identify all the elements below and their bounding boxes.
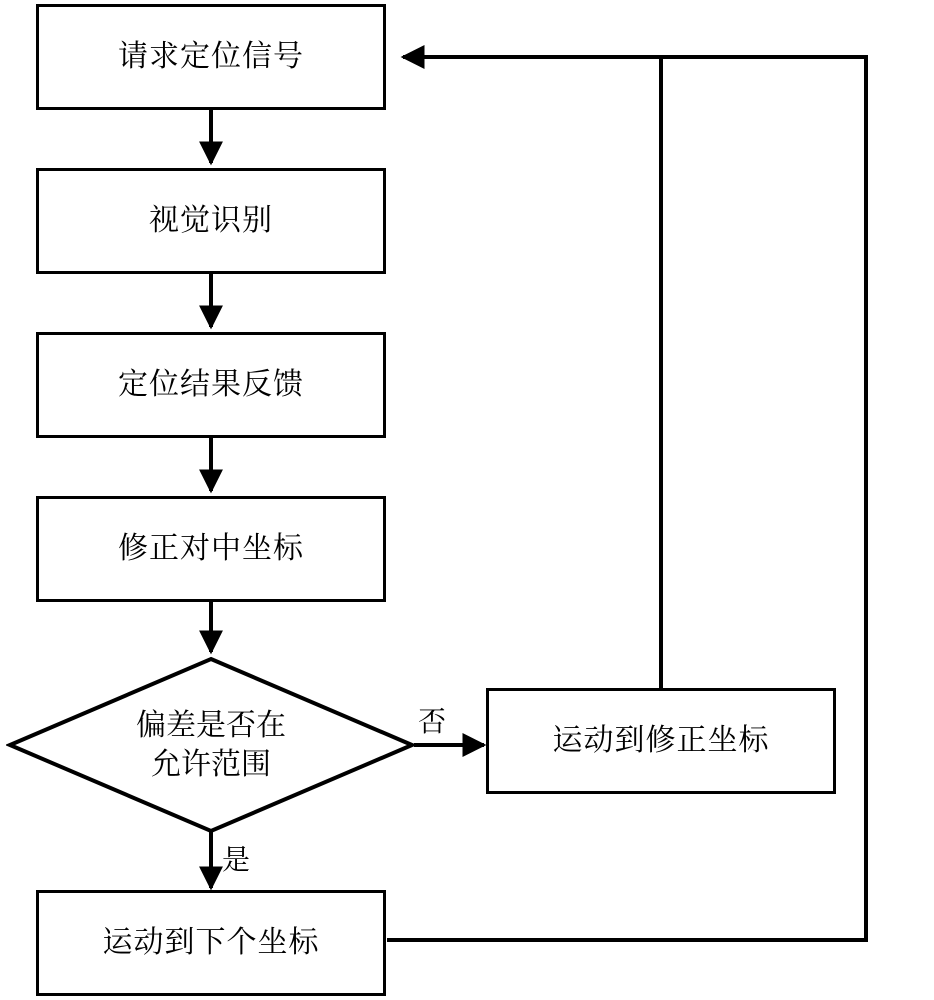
node-correct-center-coordinate[interactable] — [36, 496, 386, 602]
node-position-feedback[interactable] — [36, 332, 386, 438]
node-label: 请求定位信号 — [118, 39, 304, 75]
node-label: 运动到修正坐标 — [552, 723, 770, 759]
node-move-to-next-coordinate[interactable] — [36, 890, 386, 996]
diamond-label-line1: 偏差是否在 — [136, 708, 286, 743]
node-label: 定位结果反馈 — [118, 367, 304, 403]
edge-label-no: 否 — [418, 705, 447, 738]
diamond-label-group — [6, 655, 416, 835]
node-request-signal[interactable] — [36, 4, 386, 110]
node-move-to-corrected-coordinate[interactable] — [486, 688, 836, 794]
diamond-label-line2: 允许范围 — [151, 747, 271, 782]
node-label: 视觉识别 — [149, 203, 273, 239]
node-label: 修正对中坐标 — [118, 531, 304, 567]
node-visual-recognition[interactable] — [36, 168, 386, 274]
node-deviation-check[interactable] — [6, 655, 416, 835]
node-label: 运动到下个坐标 — [102, 925, 320, 961]
edge-label-yes: 是 — [222, 843, 251, 876]
